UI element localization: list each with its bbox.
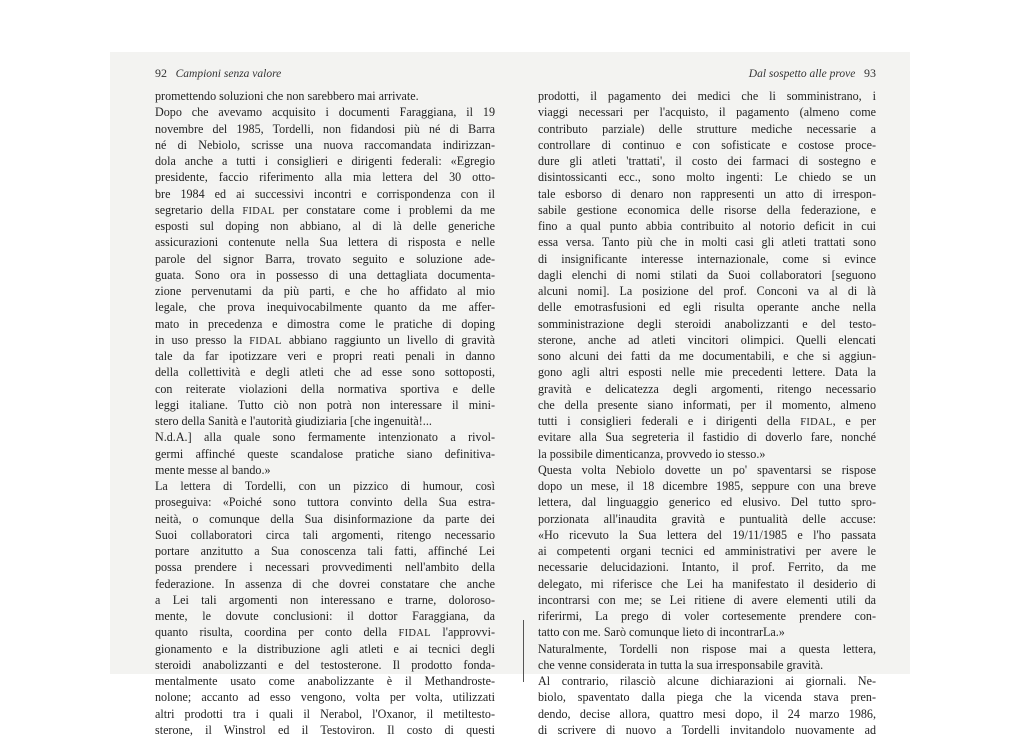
left-running-title: Campioni senza valore <box>175 68 282 80</box>
left-page-text-line: presidente, faccio riferimento alla mia lettera del 30 otto- <box>155 170 495 185</box>
left-page-text-line: altri prodotti tra i quali il Nerabol, l'Oxanor, il metiltesto- <box>155 706 495 721</box>
left-page-text-line: della collettività e degli atleti che ad esse sono sottoposti, <box>155 365 495 380</box>
right-page-text-line: essa versa. Tanto più che in molti casi gli atleti trattati sono <box>538 235 876 250</box>
left-page-text-line: federazione. In assenza di che dovrei constatare che anche <box>155 576 495 591</box>
left-page-text-line: mato in precedenza e dimostra come le pratiche di doping <box>155 316 495 331</box>
left-page-text-line: proseguiva: «Poiché sono tuttora convinto della Sua estra- <box>155 495 495 510</box>
left-page-text-line: bre 1984 ed ai successivi incontri e corrispondenza con il <box>155 186 495 201</box>
right-page-text-line: tatto con me. Sarò comunque lieto di incontrarLa.» <box>538 625 785 640</box>
right-page-text-line: alcuni nomi]. La posizione del prof. Conconi va al di là <box>538 284 876 298</box>
left-page-text-line: in uso presso la FIDAL abbiano raggiunto un livello di gravità <box>155 332 495 347</box>
right-page-text-line: contributo parziale) delle strutture mediche necessarie a <box>538 121 876 136</box>
right-page-text-line: controllare di continuo e con sofisticate e costose proce- <box>538 137 876 152</box>
left-page-text-line: guata. Sono ora in possesso di una dettagliata documenta- <box>155 267 495 282</box>
right-page-text-line: ai competenti organi tecnici ed amministrativi per avere le <box>538 544 876 558</box>
left-page-text-line: assicurazioni contenute nella Sua lettera di risposta e nelle <box>155 235 495 250</box>
right-page-text-line: di scrivere di nuovo a Tordelli invitandolo nuovamente ad <box>538 722 876 737</box>
right-page-text-line: delegato, mi riferisce che Lei ha manifestato il desiderio di <box>538 576 876 591</box>
left-page-text-line: germi affinché queste scandalose pratiche siano definitiva- <box>155 446 495 461</box>
left-page-text <box>155 88 495 738</box>
right-page-text-line: prodotti, il pagamento dei medici che li somministrano, i <box>538 89 876 103</box>
right-page-text-line: lettera, dal linguaggio generico ed elusivo. Del tutto spro- <box>538 495 876 510</box>
right-page-text-line: sterone, anche ad atleti vincitori olimpici. Quelli elencati <box>538 332 876 347</box>
left-page-text-line: promettendo soluzioni che non sarebbero mai arrivate. <box>155 89 419 103</box>
right-page-text-line: disintossicanti ecc., sono molto ingenti: Le chiedo se un <box>538 170 876 185</box>
right-page-text-line: che della presente siano informati, per il momento, almeno <box>538 397 876 412</box>
right-page-text-line: dendo, decise allora, quattro mesi dopo, il 24 marzo 1986, <box>538 706 876 721</box>
right-page-text-line: necessarie delucidazioni. Intanto, il prof. Ferrito, da me <box>538 560 876 575</box>
left-page-text-line: esposti sul doping non abbiano, al di là delle generiche <box>155 219 495 233</box>
left-page-text-line: Suoi collaboratori circa tali argomenti, ritengo necessario <box>155 527 495 542</box>
left-page-text-line: a Lei tali argomenti non interessano e trarne, doloroso- <box>155 592 495 607</box>
left-page-text-line: novembre del 1985, Tordelli, non fidandosi più né di Barra <box>155 121 495 136</box>
right-page-text-line: gravità e delicatezza degli argomenti, ritengo necessario <box>538 381 876 396</box>
left-page-text-line: mente messe al bando.» <box>155 462 271 477</box>
left-page-text-line: mente, le dovute conclusioni: il dottor Faraggiana, da <box>155 609 495 623</box>
right-page-text-line: Naturalmente, Tordelli non rispose mai a questa lettera, <box>538 641 876 656</box>
left-running-head <box>155 66 281 81</box>
left-page-text-line: La lettera di Tordelli, con un pizzico di humour, così <box>155 479 495 493</box>
left-page-text-line: portare anzitutto a Sua conoscenza tali fatti, affinché Lei <box>155 544 495 558</box>
left-page-text-line: steroidi anabolizzanti e del testosterone. Il prodotto fonda- <box>155 657 495 672</box>
right-page-text-line: sabile gestione economica delle risorse della federazione, e <box>538 202 876 217</box>
right-page-text-line: dagli elenchi di nomi stilati da Suoi collaboratori [seguono <box>538 267 876 282</box>
right-page-text-line: sono alcuni dei fatti da me documentabili, e che si aggiun- <box>538 349 876 363</box>
right-page-number: 93 <box>864 66 876 80</box>
right-running-head <box>749 66 876 81</box>
left-page-text-line: sterone, il Winstrol ed il Testoviron. Il costo di questi <box>155 722 495 737</box>
right-page-text-line: fino a qual punto abbia contribuito al notorio deficit in cui <box>538 219 876 233</box>
right-page-text-line: delle emotrasfusioni ed egli risulta operante anche nella <box>538 300 876 315</box>
right-page-text-line: dopo un mese, il 18 dicembre 1985, seppure con una breve <box>538 479 876 493</box>
right-page-text-line: porzionata all'inaudita gravità e puntualità delle accuse: <box>538 511 876 526</box>
right-page-text-line: gono agli altri esposti nelle mie precedenti lettere. Data la <box>538 365 876 380</box>
right-page-text-line: la possibile dimenticanza, provvedo io stesso.» <box>538 446 766 461</box>
right-page-text-line: che venne considerata in tutta la sua irresponsabile gravità. <box>538 657 824 672</box>
right-page-text-line: tutti i consiglieri federali e i dirigenti della FIDAL, e per <box>538 414 876 428</box>
right-page-text-line: incontrarsi con me; se Lei ritiene di avere elementi utili da <box>538 592 876 607</box>
right-page-text-line: evitare alla Sua segreteria il fastidio di doverlo fare, nonché <box>538 430 876 445</box>
right-page-text-line: riferirmi, La prego di voler cortesemente prendere con- <box>538 609 876 623</box>
right-page-text-line: Questa volta Nebiolo dovette un po' spaventarsi se rispose <box>538 462 876 477</box>
left-page-text-line: segretario della FIDAL per constatare come i problemi da me <box>155 202 495 217</box>
right-page-text-line: biolo, spaventato dalla piega che la vicenda stava pren- <box>538 690 876 705</box>
left-page-text-line: quanto risulta, coordina per conto della FIDAL l'approvvi- <box>155 625 495 640</box>
left-page-text-line: gionamento e la distribuzione agli atleti e ai tecnici degli <box>155 641 495 656</box>
left-page-text-line: mentalmente usato come anabolizzante è il Methandroste- <box>155 674 495 688</box>
left-page-text-line: tale da far ipotizzare veri e propri reati penali in danno <box>155 349 495 363</box>
left-page-text-line: legale, che prova inequivocabilmente quanto da me affer- <box>155 300 495 315</box>
right-page-text <box>538 88 876 738</box>
left-page-text-line: zione pervenutami da più parti, e che ho affidato al mio <box>155 284 495 298</box>
right-page-text-line: «Ho ricevuto la Sua lettera del 19/11/1985 e l'ho passata <box>538 527 876 542</box>
page-gutter <box>523 620 524 682</box>
right-page-text-line: tale esborso di denaro non rappresenti un atto di irrespon- <box>538 186 876 201</box>
left-page-text-line: neità, o comunque della Sua disinformazione da parte dei <box>155 511 495 526</box>
right-page-text-line: di insignificante interesse internazionale, come si evince <box>538 251 876 266</box>
left-page-text-line: N.d.A.] alla quale sono fermamente intenzionato a rivol- <box>155 430 495 445</box>
left-page-text-line: leggi italiane. Tutto ciò non potrà non interessare il mini- <box>155 397 495 412</box>
left-page-text-line: dola anche a tutti i consiglieri e dirigenti federali: «Egregio <box>155 154 495 168</box>
right-page-text-line: Al contrario, rilasciò alcune dichiarazioni ai giornali. Ne- <box>538 674 876 688</box>
right-page-text-line: somministrazione degli steroidi anabolizzanti e del testo- <box>538 316 876 331</box>
right-page-text-line: viaggi necessari per l'acquisto, il pagamento (almeno come <box>538 105 876 120</box>
left-page-text-line: né di Nebiolo, scrisse una nuova raccomandata indirizzan- <box>155 137 495 152</box>
left-page-text-line: Dopo che avevamo acquisito i documenti Faraggiana, il 19 <box>155 105 495 120</box>
right-running-title: Dal sospetto alle prove <box>748 68 856 80</box>
left-page-text-line: parole del signor Barra, trovato seguito e soluzione ade- <box>155 251 495 266</box>
left-page-text-line: possa prendere i necessari provvedimenti nell'ambito della <box>155 560 495 575</box>
right-page-text-line: dure gli atleti 'trattati', il costo dei farmaci di sostegno e <box>538 154 876 168</box>
left-page-number: 92 <box>155 66 167 80</box>
left-page-text-line: nolone; accanto ad esso vengono, volta per volta, utilizzati <box>155 690 495 705</box>
left-page-text-line: con reiterate violazioni della normativa sportiva e delle <box>155 381 495 396</box>
left-page-text-line: stero della Sanità e l'autorità giudiziaria [che ingenuità!... <box>155 414 432 428</box>
